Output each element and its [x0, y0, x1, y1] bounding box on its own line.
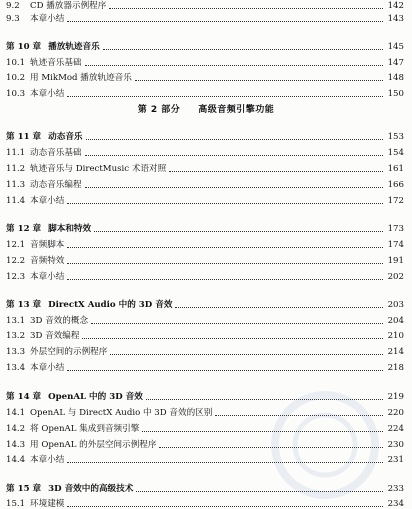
section-title: OpenAL 与 DirectX Audio 中 3D 音效的区别 [30, 408, 213, 419]
section-number: 12.2 [6, 256, 26, 267]
page-number: 147 [387, 58, 404, 69]
page-number: 150 [387, 89, 404, 100]
toc-entry-10-2 [6, 70, 404, 83]
page-number: 220 [387, 408, 404, 419]
dot-leader [142, 431, 383, 432]
toc-entry-14-3 [6, 437, 404, 450]
toc-chapter-15 [6, 481, 404, 494]
section-title: 外层空间的示例程序 [30, 347, 108, 358]
page-number: 210 [387, 331, 404, 342]
dot-leader [85, 155, 383, 156]
page-number: 234 [387, 499, 404, 509]
toc-entry-14-1 [6, 405, 404, 418]
dot-leader [67, 279, 383, 280]
section-title: 3D 音效的概念 [30, 316, 89, 327]
section-title: 本章小结 [30, 272, 65, 283]
section-title: 用 MikMod 播放轨迹音乐 [30, 73, 132, 84]
section-number: 14.3 [6, 440, 26, 451]
page-number: 172 [387, 196, 404, 207]
section-number: 12.3 [6, 272, 26, 283]
section-title: CD 播放器示例程序 [30, 1, 107, 12]
section-title: 轨迹音乐基础 [30, 58, 82, 69]
section-number: 15.1 [6, 499, 26, 509]
toc-entry-12-3 [6, 269, 404, 282]
section-title: 本章小结 [30, 363, 65, 374]
toc-chapter-14 [6, 389, 404, 402]
page-number: 202 [387, 272, 404, 283]
dot-leader [67, 506, 383, 507]
dot-leader [110, 354, 383, 355]
section-title: 环境建模 [30, 499, 65, 509]
chapter-number: 第 11 章 [6, 132, 42, 143]
chapter-number: 第 13 章 [6, 300, 42, 311]
dot-leader [135, 80, 383, 81]
page-number: 224 [387, 424, 404, 435]
chapter-number: 第 12 章 [6, 224, 42, 235]
toc-entry-14-2 [6, 421, 404, 434]
section-number: 13.1 [6, 316, 26, 327]
chapter-title: OpenAL 中的 3D 音效 [48, 392, 143, 403]
page-number: 142 [387, 1, 404, 12]
section-number: 11.4 [6, 196, 26, 207]
section-number: 11.3 [6, 180, 26, 191]
page-number: 231 [387, 455, 404, 466]
dot-leader [94, 231, 383, 232]
dot-leader [215, 415, 383, 416]
part-heading [0, 102, 412, 115]
page-number: 173 [387, 224, 404, 235]
dot-leader [146, 399, 383, 400]
chapter-title: 动态音乐 [48, 132, 83, 143]
toc-entry-11-1 [6, 145, 404, 158]
toc-chapter-10 [6, 39, 404, 52]
toc-entry-13-3 [6, 344, 404, 357]
toc-entry-11-2 [6, 161, 404, 174]
section-title: 本章小结 [30, 196, 65, 207]
part-title: 高级音频引擎功能 [198, 105, 275, 115]
toc-entry-15-1 [6, 496, 404, 509]
chapter-title: DirectX Audio 中的 3D 音效 [48, 300, 173, 311]
dot-leader [175, 307, 383, 308]
toc-entry-14-4 [6, 452, 404, 465]
chapter-number: 第 10 章 [6, 42, 42, 53]
dot-leader [159, 447, 383, 448]
section-number: 9.3 [6, 14, 20, 25]
page-number: 145 [387, 42, 404, 53]
part-number: 第 2 部分 [137, 105, 181, 115]
dot-leader [91, 323, 383, 324]
section-title: 动态音乐编程 [30, 180, 82, 191]
section-title: 动态音乐基础 [30, 148, 82, 159]
page-number: 161 [387, 164, 404, 175]
page-number: 219 [387, 392, 404, 403]
chapter-number: 第 14 章 [6, 392, 42, 403]
chapter-title: 播放轨迹音乐 [48, 42, 100, 53]
section-number: 11.1 [6, 148, 26, 159]
toc-entry-12-1 [6, 237, 404, 250]
section-number: 14.4 [6, 455, 26, 466]
page-number: 143 [387, 14, 404, 25]
page-number: 191 [387, 256, 404, 267]
section-number: 9.2 [6, 1, 20, 12]
dot-leader [85, 65, 383, 66]
page-number: 233 [387, 484, 404, 495]
chapter-number: 第 15 章 [6, 484, 42, 495]
dot-leader [169, 171, 383, 172]
page-number: 218 [387, 363, 404, 374]
section-number: 14.2 [6, 424, 26, 435]
toc-entry-9-3 [6, 11, 404, 24]
section-title: 音频特效 [30, 256, 65, 267]
section-number: 12.1 [6, 240, 26, 251]
toc-chapter-12 [6, 221, 404, 234]
section-title: 本章小结 [30, 14, 65, 25]
section-title: 将 OpenAL 集成到音频引擎 [30, 424, 140, 435]
dot-leader [67, 96, 383, 97]
dot-leader [86, 139, 383, 140]
dot-leader [67, 263, 383, 264]
toc-entry-10-3 [6, 86, 404, 99]
dot-leader [67, 203, 383, 204]
section-title: 本章小结 [30, 455, 65, 466]
section-title: 轨迹音乐与 DirectMusic 术语对照 [30, 164, 167, 175]
toc-entry-11-4 [6, 193, 404, 206]
page-number: 203 [387, 300, 404, 311]
dot-leader [82, 338, 383, 339]
page-number: 153 [387, 132, 404, 143]
dot-leader [67, 462, 383, 463]
page-number: 174 [387, 240, 404, 251]
dot-leader [67, 21, 383, 22]
chapter-title: 3D 音效中的高级技术 [48, 484, 134, 495]
section-number: 10.3 [6, 89, 26, 100]
section-number: 13.2 [6, 331, 26, 342]
toc-entry-13-2 [6, 328, 404, 341]
page-number: 166 [387, 180, 404, 191]
section-number: 10.2 [6, 73, 26, 84]
toc-entry-12-2 [6, 253, 404, 266]
dot-leader [136, 491, 383, 492]
page-number: 204 [387, 316, 404, 327]
page-number: 230 [387, 440, 404, 451]
toc-entry-11-3 [6, 177, 404, 190]
toc-entry-13-1 [6, 313, 404, 326]
section-number: 13.4 [6, 363, 26, 374]
dot-leader [85, 187, 383, 188]
section-title: 音频脚本 [30, 240, 65, 251]
section-title: 用 OpenAL 的外层空间示例程序 [30, 440, 157, 451]
section-number: 13.3 [6, 347, 26, 358]
toc-chapter-13 [6, 297, 404, 310]
section-number: 14.1 [6, 408, 26, 419]
page-number: 154 [387, 148, 404, 159]
page-number: 148 [387, 73, 404, 84]
section-number: 10.1 [6, 58, 26, 69]
section-title: 3D 音效编程 [30, 331, 80, 342]
page-number: 214 [387, 347, 404, 358]
dot-leader [67, 370, 383, 371]
toc-entry-10-1 [6, 55, 404, 68]
dot-leader [109, 8, 383, 9]
section-title: 本章小结 [30, 89, 65, 100]
chapter-title: 脚本和特效 [48, 224, 92, 235]
toc-chapter-11 [6, 129, 404, 142]
dot-leader [67, 247, 383, 248]
section-number: 11.2 [6, 164, 26, 175]
toc-entry-9-2 [6, 0, 404, 11]
toc-entry-13-4 [6, 360, 404, 373]
dot-leader [103, 49, 383, 50]
